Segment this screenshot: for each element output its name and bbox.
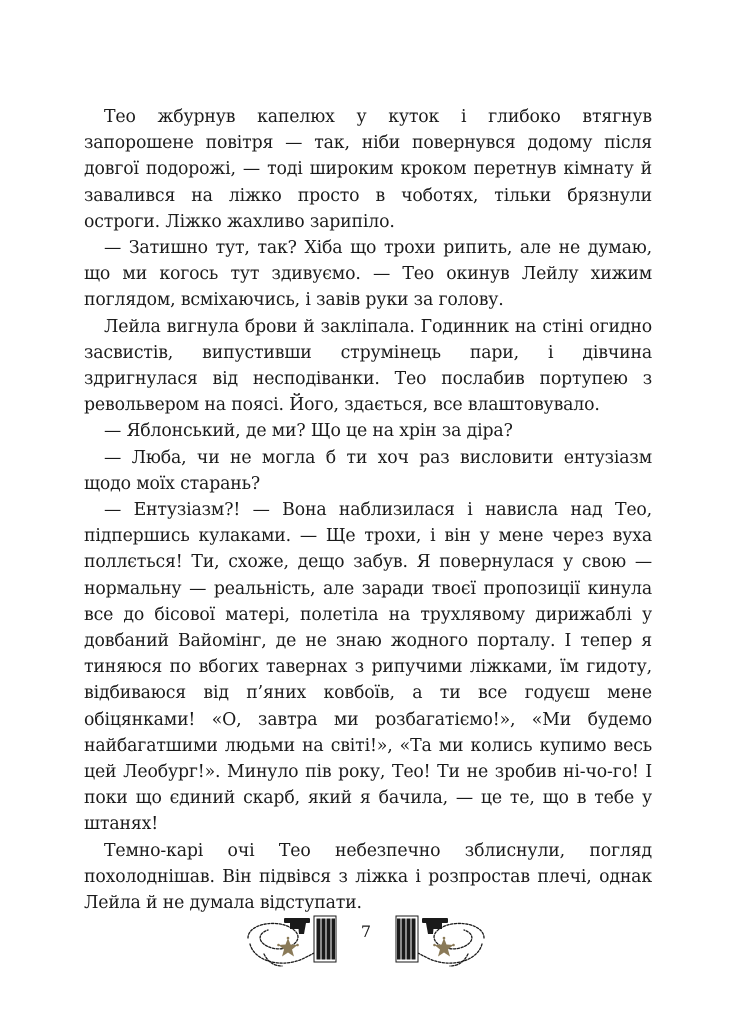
- page-number: 7: [360, 922, 372, 941]
- paragraph: — Яблонський, де ми? Що це на хрін за діра?: [104, 421, 513, 442]
- paragraph: — Люба, чи не могла б ти хоч раз висловити ентузіазм щодо моїх старань?: [84, 447, 652, 494]
- paragraph: — Ентузіазм?! — Вона наблизилася і нависла над Тео, підпершись кулаками. — Ще трохи, і він у мене через вуха поллється! Ти, схоже, дещо забув. Я повернулася у свою — нормальну — реальність, але заради твоєї пропозиції кинула все до бісової матері, полетіла на трухлявому дирижаблі у довбаний Вайомінг, де не знаю жодного порталу. І тепер я тиняюся по вбогих тавернах з рипучими ліжками, їм гидоту, відбиваюся від п’яних ковбоїв, а ти все годуєш мене обіцянками! «О, завтра ми розбагатіємо!», «Ми будемо найбагатшими людьми на світі!», «Та ми колись купимо весь цей Леобург!». Минуло пів року, Тео! Ти не зробив ні-чо-го! І поки що єдиний скарб, який я бачила, — це те, що в тебе у штанях!: [84, 500, 652, 835]
- body-text: [84, 104, 652, 916]
- paragraph: Тео жбурнув капелюх у куток і глибоко втягнув запорошене повітря — так, ніби повернувся додому після довгої подорожі, — тоді широким кроком перетнув кімнату й завалився на ліжко просто в чоботях, тільки брязнули остроги. Ліжко жахливо зарипіло.: [84, 107, 652, 232]
- paragraph: Темно-карі очі Тео небезпечно зблиснули, погляд похолоднішав. Він підвівся з ліжка і розпростав плечі, однак Лейла й не думала відступати.: [84, 840, 652, 914]
- paragraph: — Затишно тут, так? Хіба що трохи рипить, але не думаю, що ми когось тут здивуємо. — Тео окинув Лейлу хижим поглядом, всміхаючись, і завів руки за голову.: [84, 238, 652, 311]
- paragraph: Лейла вигнула брови й закліпала. Годинник на стіні огидно засвистів, випустивши струмінець пари, і дівчина здригнулася від несподіванки. Тео послабив портупею з револьвером на поясі. Його, здається, все влаштовувало.: [84, 316, 652, 416]
- page-footer: [244, 908, 488, 972]
- revolver-door-sheriff-star-ornament-right: [388, 908, 488, 972]
